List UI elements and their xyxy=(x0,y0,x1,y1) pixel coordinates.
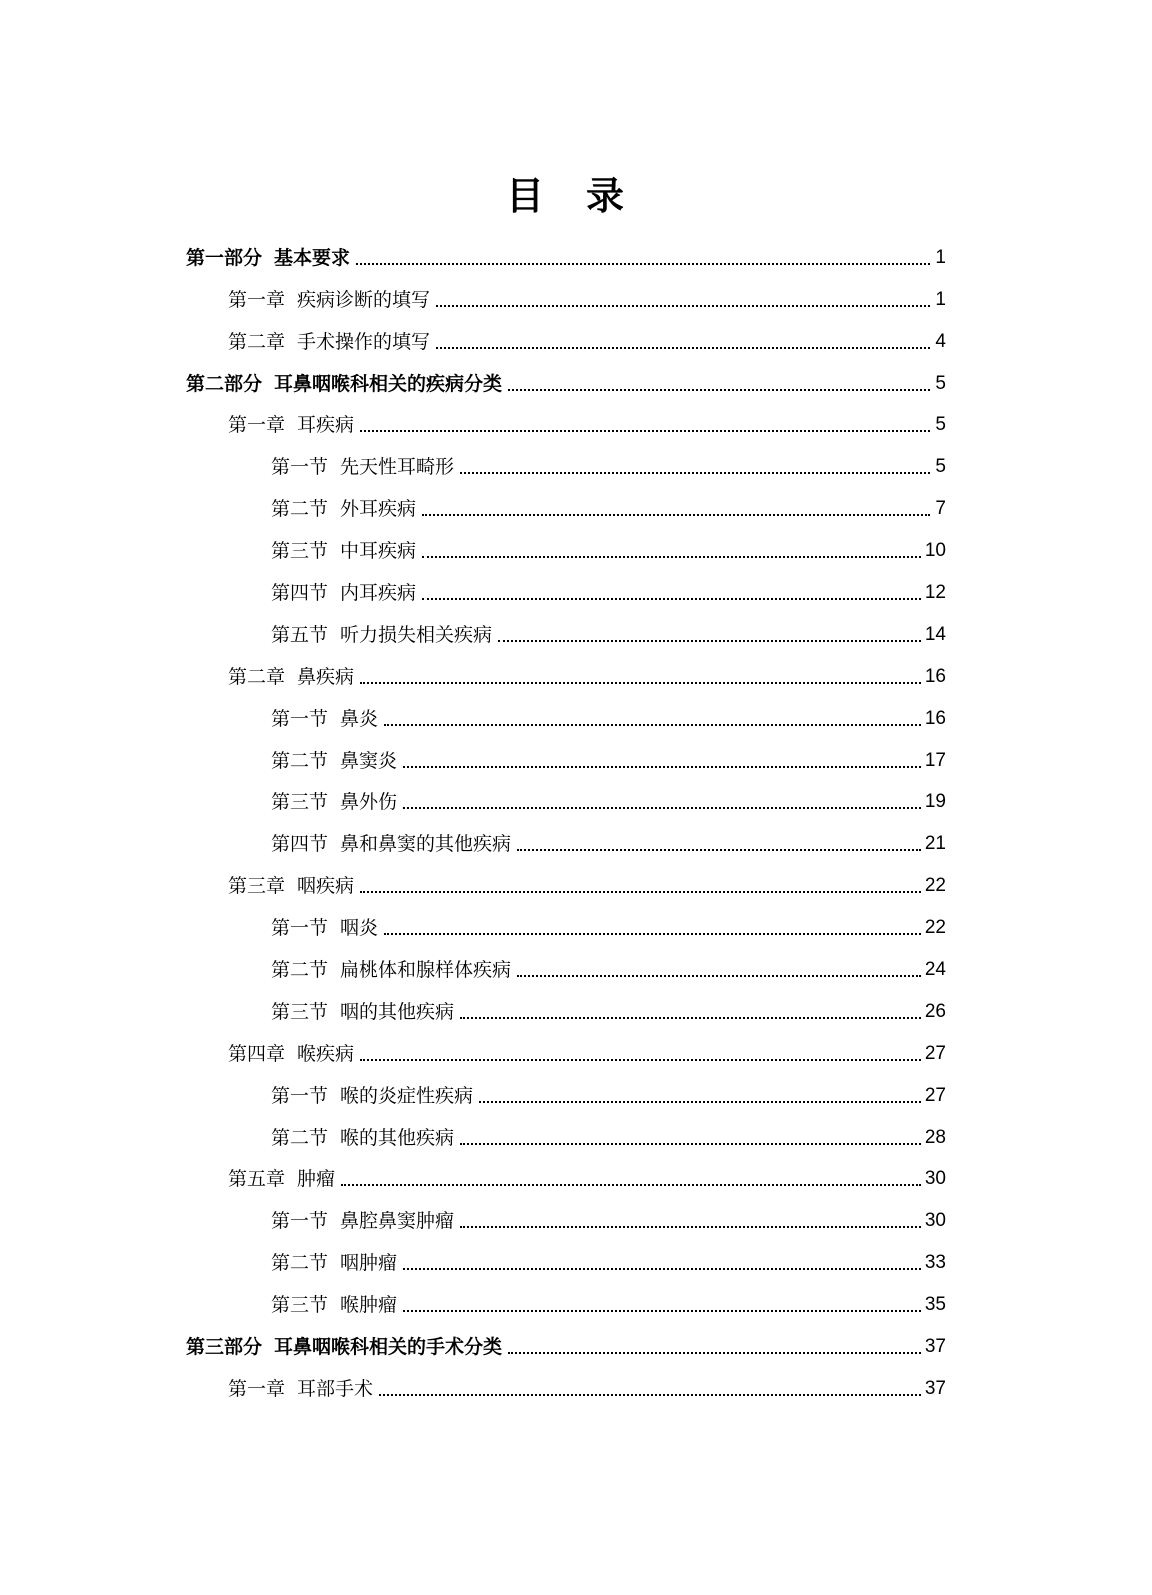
toc-chapter-entry[interactable] xyxy=(186,278,946,320)
toc-entry-number: 第四节 xyxy=(271,582,329,605)
toc-dot-leader xyxy=(379,1394,921,1396)
toc-entry-number: 第一章 xyxy=(228,414,286,437)
toc-page-number: 28 xyxy=(924,1126,946,1148)
toc-section-entry[interactable] xyxy=(186,1074,946,1116)
toc-entry-title: 基本要求 xyxy=(274,246,351,269)
toc-entry-title: 内耳疾病 xyxy=(340,582,417,605)
toc-entry-number: 第二章 xyxy=(228,330,286,353)
page-title xyxy=(0,171,1130,221)
toc-entry-number: 第一节 xyxy=(271,707,329,730)
toc-page-number: 30 xyxy=(924,1168,946,1190)
toc-dot-leader xyxy=(356,263,930,265)
toc-dot-leader xyxy=(360,891,921,893)
toc-entry-number: 第五章 xyxy=(228,1168,286,1191)
toc-dot-leader xyxy=(460,1017,921,1019)
toc-entry-title: 鼻外伤 xyxy=(340,791,398,814)
toc-section-entry[interactable] xyxy=(186,1283,946,1325)
toc-dot-leader xyxy=(341,1184,921,1186)
toc-page-number: 21 xyxy=(924,833,946,855)
toc-page-number: 22 xyxy=(924,875,946,897)
toc-section-entry[interactable] xyxy=(186,948,946,990)
toc-entry-title: 咽的其他疾病 xyxy=(340,1000,455,1023)
toc-entry-title: 耳鼻咽喉科相关的手术分类 xyxy=(274,1336,503,1359)
toc-dot-leader xyxy=(460,1226,921,1228)
toc-entry-title: 喉肿瘤 xyxy=(340,1294,398,1317)
toc-dot-leader xyxy=(460,1143,921,1145)
toc-entry-title: 扁桃体和腺样体疾病 xyxy=(340,959,512,982)
toc-entry-number: 第三节 xyxy=(271,791,329,814)
toc-entry-number: 第一部分 xyxy=(186,246,263,269)
table-of-contents xyxy=(186,236,946,1409)
toc-entry-title: 耳疾病 xyxy=(297,414,355,437)
toc-part-entry[interactable] xyxy=(186,362,946,404)
toc-page-number: 33 xyxy=(924,1252,946,1274)
toc-dot-leader xyxy=(508,389,930,391)
title-char-1: 目 xyxy=(505,174,544,219)
toc-page-number: 16 xyxy=(924,707,946,729)
toc-entry-title: 鼻腔鼻窦肿瘤 xyxy=(340,1210,455,1233)
toc-page-number: 1 xyxy=(935,246,946,268)
toc-dot-leader xyxy=(403,766,921,768)
toc-entry-title: 外耳疾病 xyxy=(340,498,417,521)
toc-page-number: 27 xyxy=(924,1084,946,1106)
toc-dot-leader xyxy=(436,305,930,307)
toc-dot-leader xyxy=(422,556,921,558)
toc-entry-title: 咽肿瘤 xyxy=(340,1252,398,1275)
toc-page-number: 35 xyxy=(924,1294,946,1316)
toc-section-entry[interactable] xyxy=(186,613,946,655)
toc-entry-number: 第三节 xyxy=(271,540,329,563)
toc-section-entry[interactable] xyxy=(186,739,946,781)
toc-entry-title: 喉的其他疾病 xyxy=(340,1126,455,1149)
toc-page-number: 5 xyxy=(935,372,946,394)
toc-page-number: 37 xyxy=(924,1336,946,1358)
toc-entry-number: 第一章 xyxy=(228,1377,286,1400)
toc-dot-leader xyxy=(479,1101,921,1103)
toc-entry-title: 听力损失相关疾病 xyxy=(340,623,493,646)
toc-page-number: 10 xyxy=(924,540,946,562)
toc-dot-leader xyxy=(384,724,921,726)
toc-entry-title: 先天性耳畸形 xyxy=(340,456,455,479)
toc-section-entry[interactable] xyxy=(186,529,946,571)
toc-dot-leader xyxy=(360,1059,921,1061)
toc-entry-number: 第一节 xyxy=(271,1084,329,1107)
toc-dot-leader xyxy=(460,472,930,474)
toc-entry-number: 第四节 xyxy=(271,833,329,856)
toc-page-number: 27 xyxy=(924,1042,946,1064)
toc-entry-title: 耳鼻咽喉科相关的疾病分类 xyxy=(274,372,503,395)
toc-entry-title: 耳部手术 xyxy=(297,1377,374,1400)
toc-section-entry[interactable] xyxy=(186,822,946,864)
toc-part-entry[interactable] xyxy=(186,236,946,278)
toc-entry-number: 第四章 xyxy=(228,1042,286,1065)
toc-page-number: 12 xyxy=(924,582,946,604)
toc-page-number: 1 xyxy=(935,288,946,310)
toc-page-number: 19 xyxy=(924,791,946,813)
toc-dot-leader xyxy=(403,1310,921,1312)
toc-page-number: 30 xyxy=(924,1210,946,1232)
toc-entry-number: 第二节 xyxy=(271,1126,329,1149)
toc-page-number: 14 xyxy=(924,623,946,645)
toc-page-number: 24 xyxy=(924,959,946,981)
toc-entry-number: 第一节 xyxy=(271,917,329,940)
toc-dot-leader xyxy=(436,347,930,349)
toc-section-entry[interactable] xyxy=(186,990,946,1032)
toc-entry-title: 肿瘤 xyxy=(297,1168,336,1191)
toc-entry-number: 第五节 xyxy=(271,623,329,646)
toc-section-entry[interactable] xyxy=(186,445,946,487)
toc-entry-title: 中耳疾病 xyxy=(340,540,417,563)
toc-entry-title: 喉的炎症性疾病 xyxy=(340,1084,474,1107)
toc-section-entry[interactable] xyxy=(186,781,946,823)
toc-entry-number: 第一节 xyxy=(271,456,329,479)
toc-entry-number: 第一节 xyxy=(271,1210,329,1233)
toc-entry-title: 手术操作的填写 xyxy=(297,330,431,353)
toc-entry-title: 鼻窦炎 xyxy=(340,749,398,772)
toc-entry-title: 鼻和鼻窦的其他疾病 xyxy=(340,833,512,856)
toc-section-entry[interactable] xyxy=(186,571,946,613)
toc-part-entry[interactable] xyxy=(186,1325,946,1367)
toc-entry-number: 第三节 xyxy=(271,1294,329,1317)
toc-entry-number: 第一章 xyxy=(228,288,286,311)
toc-entry-number: 第二节 xyxy=(271,959,329,982)
toc-dot-leader xyxy=(517,975,921,977)
toc-page-number: 4 xyxy=(935,330,946,352)
toc-entry-number: 第二节 xyxy=(271,749,329,772)
toc-chapter-entry[interactable] xyxy=(186,1158,946,1200)
toc-chapter-entry[interactable] xyxy=(186,864,946,906)
toc-entry-number: 第三节 xyxy=(271,1000,329,1023)
toc-entry-title: 疾病诊断的填写 xyxy=(297,288,431,311)
toc-dot-leader xyxy=(384,933,921,935)
toc-dot-leader xyxy=(422,598,921,600)
toc-section-entry[interactable] xyxy=(186,1116,946,1158)
toc-chapter-entry[interactable] xyxy=(186,404,946,446)
toc-page-number: 5 xyxy=(935,456,946,478)
title-char-2: 录 xyxy=(586,174,625,219)
toc-page-number: 37 xyxy=(924,1377,946,1399)
toc-dot-leader xyxy=(403,807,921,809)
toc-dot-leader xyxy=(360,430,930,432)
toc-section-entry[interactable] xyxy=(186,697,946,739)
toc-page-number: 16 xyxy=(924,665,946,687)
toc-entry-number: 第二章 xyxy=(228,665,286,688)
toc-chapter-entry[interactable] xyxy=(186,320,946,362)
toc-entry-number: 第二部分 xyxy=(186,372,263,395)
toc-dot-leader xyxy=(422,514,930,516)
toc-dot-leader xyxy=(517,849,921,851)
toc-section-entry[interactable] xyxy=(186,1199,946,1241)
toc-chapter-entry[interactable] xyxy=(186,655,946,697)
toc-dot-leader xyxy=(508,1352,921,1354)
toc-chapter-entry[interactable] xyxy=(186,1367,946,1409)
toc-dot-leader xyxy=(403,1268,921,1270)
toc-entry-title: 鼻炎 xyxy=(340,707,379,730)
toc-entry-title: 咽疾病 xyxy=(297,875,355,898)
toc-section-entry[interactable] xyxy=(186,1241,946,1283)
toc-entry-title: 咽炎 xyxy=(340,917,379,940)
toc-entry-number: 第二节 xyxy=(271,498,329,521)
toc-entry-title: 喉疾病 xyxy=(297,1042,355,1065)
toc-page-number: 7 xyxy=(935,498,946,520)
toc-entry-title: 鼻疾病 xyxy=(297,665,355,688)
toc-entry-number: 第二节 xyxy=(271,1252,329,1275)
toc-entry-number: 第三章 xyxy=(228,875,286,898)
toc-section-entry[interactable] xyxy=(186,487,946,529)
toc-dot-leader xyxy=(498,640,921,642)
toc-page-number: 17 xyxy=(924,749,946,771)
toc-chapter-entry[interactable] xyxy=(186,1032,946,1074)
toc-entry-number: 第三部分 xyxy=(186,1336,263,1359)
toc-page-number: 26 xyxy=(924,1000,946,1022)
toc-section-entry[interactable] xyxy=(186,906,946,948)
toc-page-number: 22 xyxy=(924,917,946,939)
toc-dot-leader xyxy=(360,682,921,684)
toc-page-number: 5 xyxy=(935,414,946,436)
